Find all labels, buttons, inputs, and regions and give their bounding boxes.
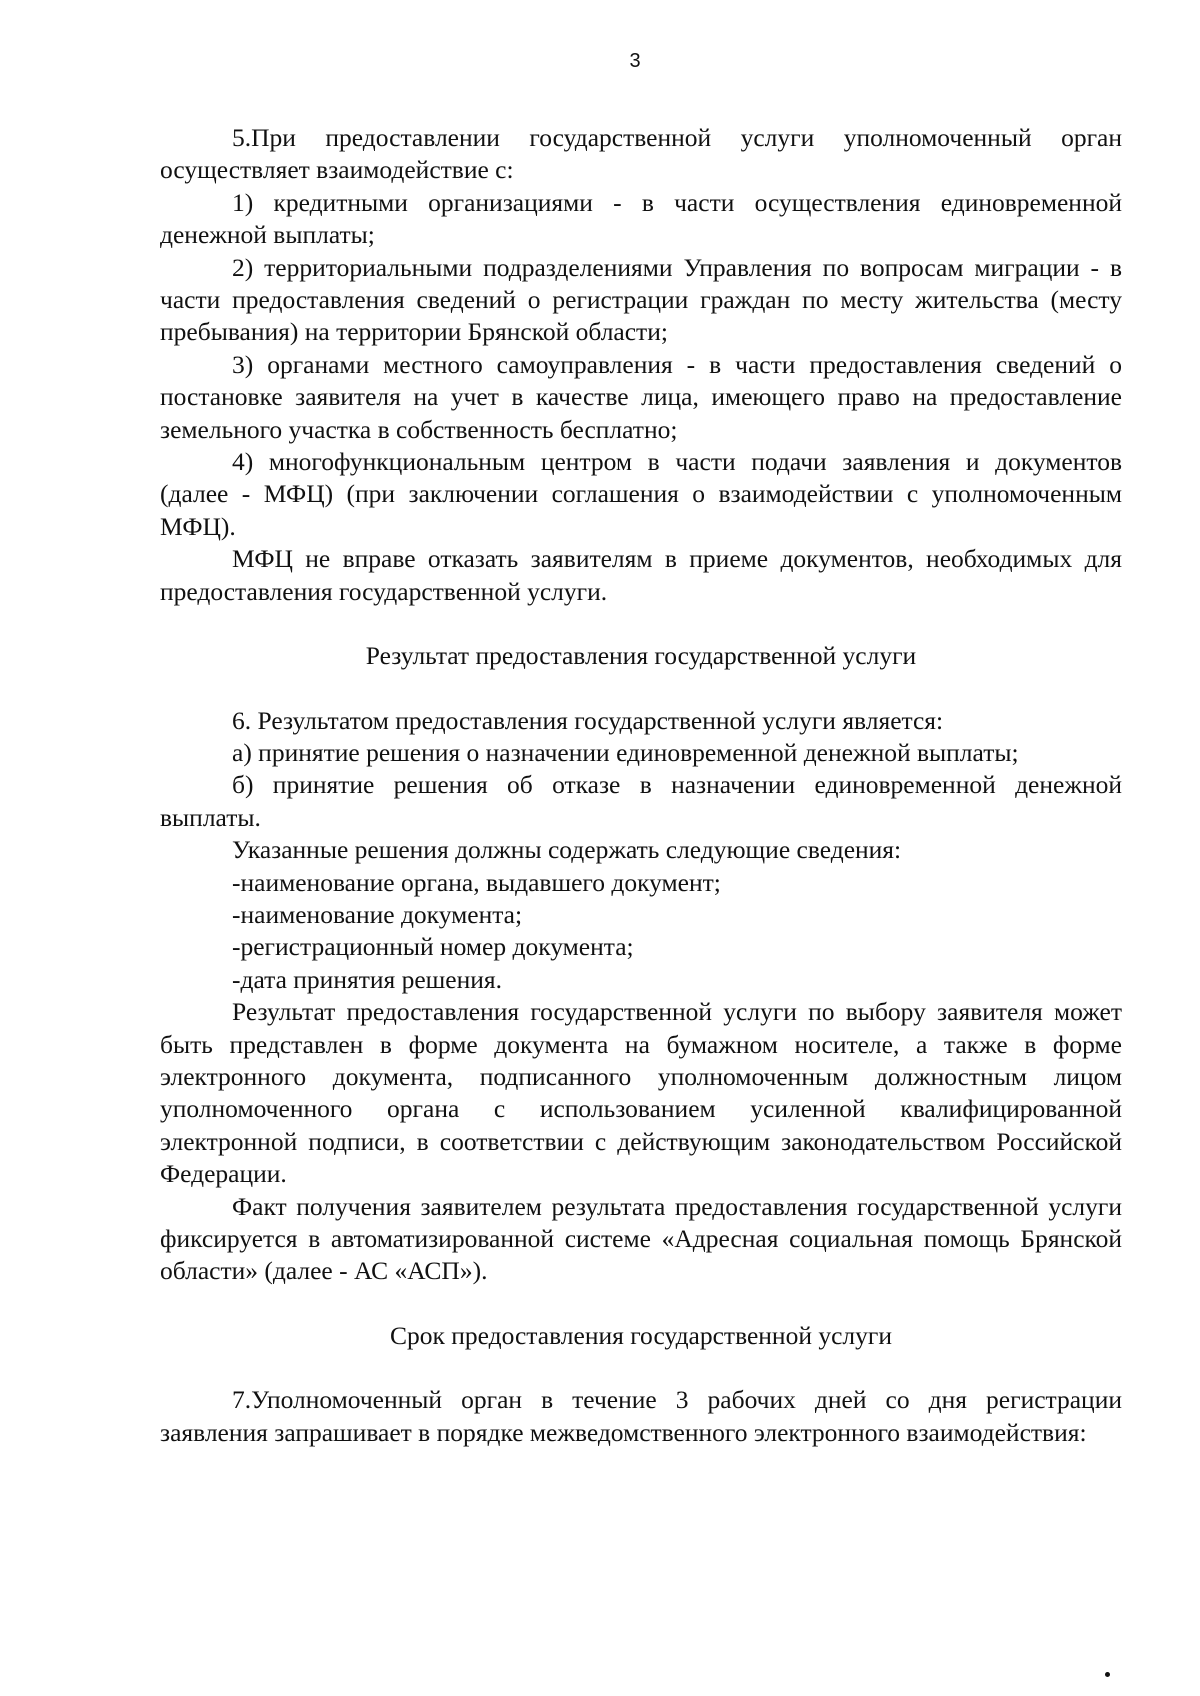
- paragraph-result-fixation: Факт получения заявителем результата предоставления государственной услуги фиксируется в автоматизированной системе «Адресная социальная помощь Брянской области» (далее - АС «АСП»).: [160, 1191, 1122, 1286]
- spacer: [160, 1352, 1122, 1384]
- paragraph-6-intro: 6. Результатом предоставления государственной услуги является:: [232, 705, 944, 735]
- list-item-organ-name: -наименование органа, выдавшего документ;: [232, 867, 721, 897]
- paragraph-mfc-note: МФЦ не вправе отказать заявителям в приеме документов, необходимых для предоставления государственной услуги.: [160, 544, 1122, 606]
- paragraph-6-item-b: б) принятие решения об отказе в назначении единовременной денежной выплаты.: [160, 770, 1122, 832]
- heading-result: Результат предоставления государственной услуги: [365, 641, 917, 671]
- paragraph-5-item-4: 4) многофункциональным центром в части подачи заявления и документов (далее - МФЦ) (при заключении соглашения о взаимодействии с уполномоченным МФЦ).: [160, 447, 1122, 541]
- paragraph-5-item-2: 2) территориальными подразделениями Управления по вопросам миграции - в части предоставления сведений о регистрации граждан по месту жительства (месту пребывания) на территории Брянской области;: [160, 252, 1122, 347]
- paragraph-6-item-a: а) принятие решения о назначении единовременной денежной выплаты;: [232, 737, 1019, 767]
- page-number: 3: [629, 50, 641, 72]
- paragraph-result-form: Результат предоставления государственной услуги по выбору заявителя может быть представлен в форме документа на бумажном носителе, а также в форме электронного документа, подписанного уполномоченным должностным лицом уполномоченного органа с использованием усиленной квалифицированной электронной подписи, в соответствии с действующим законодательством Российской Федерации.: [160, 997, 1122, 1189]
- list-item-document-name: -наименование документа;: [232, 899, 523, 929]
- document-body: [160, 122, 1122, 1449]
- paragraph-5-item-1: 1) кредитными организациями - в части осуществления единовременной денежной выплаты;: [160, 187, 1122, 250]
- list-item-decision-date: -дата принятия решения.: [232, 964, 503, 994]
- paragraph-7-intro: 7.Уполномоченный орган в течение 3 рабочих дней со дня регистрации заявления запрашивает в порядке межведомственного электронного взаимодействия:: [160, 1385, 1122, 1447]
- spacer: [160, 1288, 1122, 1320]
- list-item-registration-number: -регистрационный номер документа;: [232, 932, 634, 962]
- paragraph-5-intro: 5.При предоставлении государственной услуги уполномоченный орган осуществляет взаимодействие с:: [160, 123, 1122, 185]
- paragraph-5-item-3: 3) органами местного самоуправления - в части предоставления сведений о постановке заявителя на учет в качестве лица, имеющего право на предоставление земельного участка в собственность бесплатно;: [160, 349, 1122, 444]
- heading-term: Срок предоставления государственной услуги: [389, 1320, 892, 1350]
- spacer: [160, 608, 1122, 640]
- scan-dot-mark: [1105, 1672, 1110, 1677]
- spacer: [160, 673, 1122, 705]
- paragraph-decision-contents: Указанные решения должны содержать следующие сведения:: [232, 835, 902, 865]
